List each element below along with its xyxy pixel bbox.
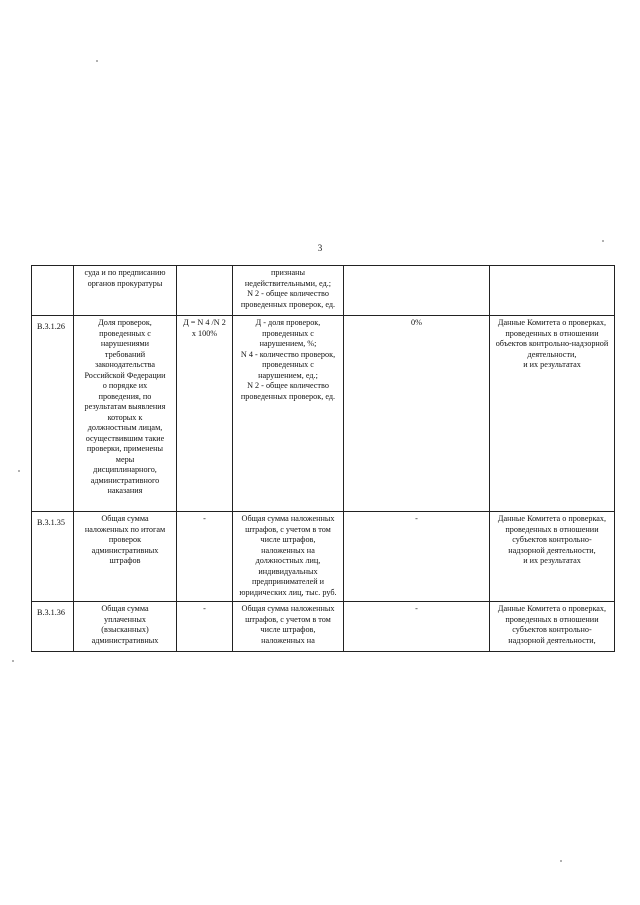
indicator-value	[344, 266, 490, 316]
indicator-source: Данные Комитета о проверках, проведенных в отношении объектов контрольно-надзорной деятельности, и их результатах	[490, 316, 615, 512]
scan-speck	[96, 60, 98, 62]
indicator-formula: Д = N 4 /N 2 x 100%	[177, 316, 233, 512]
indicator-definition: Общая сумма наложенных штрафов, с учетом в том числе штрафов, наложенных на	[233, 602, 344, 652]
indicator-value: 0%	[344, 316, 490, 512]
page-number: 3	[317, 243, 323, 253]
table-row	[32, 512, 615, 602]
indicator-code: В.3.1.26	[32, 316, 74, 512]
indicator-source	[490, 266, 615, 316]
table-row	[32, 266, 615, 316]
indicator-name: суда и по предписанию органов прокуратуры	[74, 266, 177, 316]
indicator-name: Доля проверок, проведенных с нарушениями требований законодательства Российской Федерации о порядке их проведения, по результатам выявления которых к должностным лицам, осуществившим такие проверки, применены меры дисциплинарного, административного наказания	[74, 316, 177, 512]
scan-speck	[18, 470, 20, 472]
scan-speck	[12, 660, 14, 662]
table-row	[32, 602, 615, 652]
indicator-formula: -	[177, 512, 233, 602]
indicator-definition: Общая сумма наложенных штрафов, с учетом в том числе штрафов, наложенных на должностных лиц, индивидуальных предпринимателей и юридических лиц, тыс. руб.	[233, 512, 344, 602]
indicator-value: -	[344, 512, 490, 602]
indicator-name: Общая сумма наложенных по итогам проверок административных штрафов	[74, 512, 177, 602]
indicator-formula	[177, 266, 233, 316]
indicator-value: -	[344, 602, 490, 652]
indicators-table	[31, 265, 615, 652]
indicator-formula: -	[177, 602, 233, 652]
scan-speck	[560, 860, 562, 862]
indicator-source: Данные Комитета о проверках, проведенных в отношении субъектов контрольно- надзорной деятельности,	[490, 602, 615, 652]
indicator-definition: Д - доля проверок, проведенных с нарушением, %; N 4 - количество проверок, проведенных с нарушением, ед.; N 2 - общее количество проведенных проверок, ед.	[233, 316, 344, 512]
table-row	[32, 316, 615, 512]
indicator-code: В.3.1.35	[32, 512, 74, 602]
indicator-code: В.3.1.36	[32, 602, 74, 652]
indicator-definition: признаны недействительными, ед.; N 2 - общее количество проведенных проверок, ед.	[233, 266, 344, 316]
indicator-code	[32, 266, 74, 316]
scan-speck	[602, 240, 604, 242]
indicator-name: Общая сумма уплаченных (взысканных) административных	[74, 602, 177, 652]
indicator-source: Данные Комитета о проверках, проведенных в отношении субъектов контрольно- надзорной деятельности, и их результатах	[490, 512, 615, 602]
